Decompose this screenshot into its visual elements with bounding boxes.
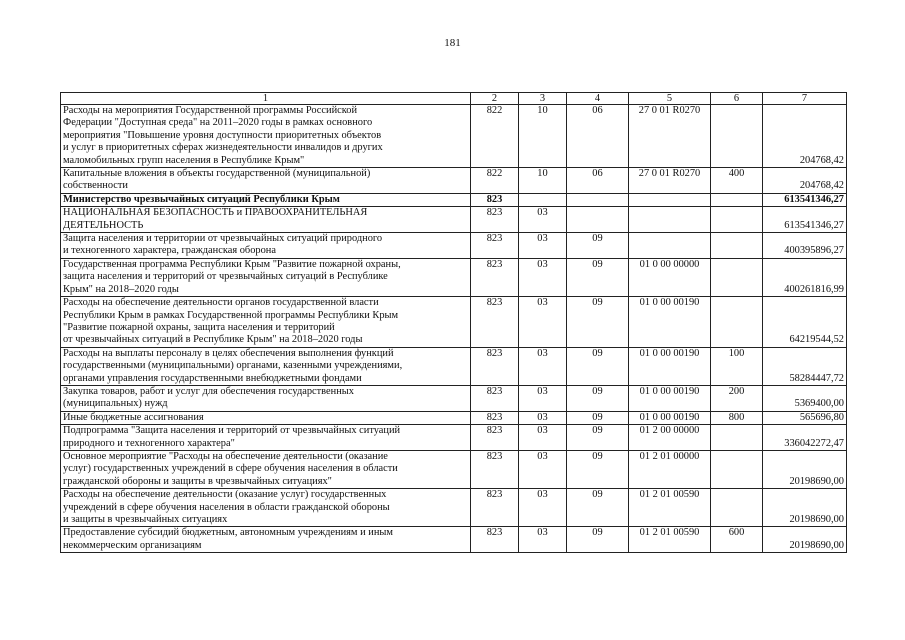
column-header: 2 <box>471 93 519 105</box>
subsection-code: 09 <box>567 347 629 385</box>
amount: 58284447,72 <box>763 347 847 385</box>
table-row <box>61 527 847 553</box>
target-article: 27 0 01 R0270 <box>629 105 711 168</box>
section-code: 03 <box>519 297 567 348</box>
amount: 400261816,99 <box>763 258 847 296</box>
amount: 20198690,00 <box>763 450 847 488</box>
ministry-code: 823 <box>471 385 519 411</box>
subsection-code: 09 <box>567 489 629 527</box>
section-code: 03 <box>519 450 567 488</box>
expense-type <box>711 193 763 206</box>
target-article: 27 0 01 R0270 <box>629 168 711 194</box>
target-article: 01 0 00 00190 <box>629 297 711 348</box>
column-header: 6 <box>711 93 763 105</box>
ministry-code: 823 <box>471 297 519 348</box>
target-article: 01 2 01 00590 <box>629 489 711 527</box>
row-name: Защита населения и территории от чрезвычайных ситуаций природного и техногенного характера, гражданская оборона <box>61 233 471 259</box>
amount: 204768,42 <box>763 168 847 194</box>
expense-type: 400 <box>711 168 763 194</box>
expense-type: 200 <box>711 385 763 411</box>
table-row <box>61 450 847 488</box>
row-name: Подпрограмма "Защита населения и территорий от чрезвычайных ситуаций природного и техногенного характера" <box>61 425 471 451</box>
table-row <box>61 233 847 259</box>
ministry-code: 823 <box>471 527 519 553</box>
section-code: 03 <box>519 258 567 296</box>
row-name: Государственная программа Республики Крым "Развитие пожарной охраны, защита населения и территорий от чрезвычайных ситуаций в Республике Крым" на 2018–2020 годы <box>61 258 471 296</box>
section-code: 03 <box>519 207 567 233</box>
section-code: 10 <box>519 168 567 194</box>
target-article: 01 0 00 00000 <box>629 258 711 296</box>
row-name: Иные бюджетные ассигнования <box>61 411 471 424</box>
subsection-code: 09 <box>567 385 629 411</box>
expense-type: 600 <box>711 527 763 553</box>
table-row <box>61 193 847 206</box>
table-row <box>61 489 847 527</box>
expense-type <box>711 425 763 451</box>
section-code: 03 <box>519 233 567 259</box>
row-name: Закупка товаров, работ и услуг для обеспечения государственных (муниципальных) нужд <box>61 385 471 411</box>
subsection-code: 09 <box>567 297 629 348</box>
row-name: Расходы на обеспечение деятельности органов государственной власти Республики Крым в рамках Государственной программы Республики Крым "Развитие пожарной охраны, защита населения и территорий от чрезвычайных ситуаций в Республике Крым" на 2018–2020 годы <box>61 297 471 348</box>
expense-type <box>711 489 763 527</box>
budget-table <box>60 92 847 553</box>
row-name: Министерство чрезвычайных ситуаций Республики Крым <box>61 193 471 206</box>
table-row <box>61 411 847 424</box>
column-header: 7 <box>763 93 847 105</box>
row-name: Предоставление субсидий бюджетным, автономным учреждениям и иным некоммерческим организациям <box>61 527 471 553</box>
target-article: 01 2 01 00000 <box>629 450 711 488</box>
section-code: 03 <box>519 489 567 527</box>
amount: 613541346,27 <box>763 193 847 206</box>
page-number: 181 <box>444 37 461 49</box>
ministry-code: 823 <box>471 425 519 451</box>
ministry-code: 823 <box>471 450 519 488</box>
target-article: 01 0 00 00190 <box>629 385 711 411</box>
amount: 204768,42 <box>763 105 847 168</box>
target-article: 01 0 00 00190 <box>629 347 711 385</box>
expense-type <box>711 450 763 488</box>
ministry-code: 822 <box>471 168 519 194</box>
row-name: Расходы на выплаты персоналу в целях обеспечения выполнения функций государственными (муниципальными) органами, казенными учреждениями, органами управления государственными внебюджетными фондами <box>61 347 471 385</box>
row-name: Основное мероприятие "Расходы на обеспечение деятельности (оказание услуг) государственных учреждений в сфере обучения населения в области гражданской обороны и защиты в чрезвычайных ситуациях" <box>61 450 471 488</box>
target-article: 01 2 01 00590 <box>629 527 711 553</box>
row-name: НАЦИОНАЛЬНАЯ БЕЗОПАСНОСТЬ и ПРАВООХРАНИТЕЛЬНАЯ ДЕЯТЕЛЬНОСТЬ <box>61 207 471 233</box>
subsection-code: 09 <box>567 258 629 296</box>
ministry-code: 823 <box>471 258 519 296</box>
ministry-code: 823 <box>471 411 519 424</box>
table-row <box>61 347 847 385</box>
ministry-code: 823 <box>471 233 519 259</box>
target-article <box>629 207 711 233</box>
expense-type <box>711 258 763 296</box>
expense-type: 800 <box>711 411 763 424</box>
table-row <box>61 168 847 194</box>
table-row <box>61 207 847 233</box>
column-header: 1 <box>61 93 471 105</box>
table-row <box>61 297 847 348</box>
expense-type <box>711 233 763 259</box>
subsection-code: 09 <box>567 425 629 451</box>
subsection-code <box>567 193 629 206</box>
amount: 20198690,00 <box>763 527 847 553</box>
column-header: 4 <box>567 93 629 105</box>
expense-type <box>711 105 763 168</box>
row-name: Расходы на мероприятия Государственной программы Российской Федерации "Доступная среда" на 2011–2020 годы в рамках основного мероприятия "Повышение уровня доступности приоритетных объектов и услуг в приоритетных сферах жизнедеятельности инвалидов и других маломобильных групп населения в Республике Крым" <box>61 105 471 168</box>
section-code: 10 <box>519 105 567 168</box>
section-code <box>519 193 567 206</box>
table-row <box>61 385 847 411</box>
subsection-code: 09 <box>567 527 629 553</box>
column-header-row <box>61 93 847 105</box>
amount: 400395896,27 <box>763 233 847 259</box>
column-header: 3 <box>519 93 567 105</box>
ministry-code: 823 <box>471 489 519 527</box>
subsection-code <box>567 207 629 233</box>
amount: 5369400,00 <box>763 385 847 411</box>
expense-type <box>711 207 763 233</box>
target-article: 01 2 00 00000 <box>629 425 711 451</box>
ministry-code: 823 <box>471 193 519 206</box>
row-name: Расходы на обеспечение деятельности (оказание услуг) государственных учреждений в сфере обучения населения в области гражданской обороны и защиты в чрезвычайных ситуациях <box>61 489 471 527</box>
target-article <box>629 193 711 206</box>
amount: 64219544,52 <box>763 297 847 348</box>
section-code: 03 <box>519 385 567 411</box>
amount: 613541346,27 <box>763 207 847 233</box>
budget-table-body <box>61 93 847 553</box>
subsection-code: 09 <box>567 411 629 424</box>
expense-type: 100 <box>711 347 763 385</box>
row-name: Капитальные вложения в объекты государственной (муниципальной) собственности <box>61 168 471 194</box>
subsection-code: 09 <box>567 450 629 488</box>
table-row <box>61 425 847 451</box>
subsection-code: 06 <box>567 168 629 194</box>
amount: 565696,80 <box>763 411 847 424</box>
ministry-code: 823 <box>471 347 519 385</box>
section-code: 03 <box>519 411 567 424</box>
amount: 20198690,00 <box>763 489 847 527</box>
section-code: 03 <box>519 347 567 385</box>
target-article <box>629 233 711 259</box>
subsection-code: 09 <box>567 233 629 259</box>
table-row <box>61 258 847 296</box>
expense-type <box>711 297 763 348</box>
ministry-code: 823 <box>471 207 519 233</box>
column-header: 5 <box>629 93 711 105</box>
amount: 336042272,47 <box>763 425 847 451</box>
subsection-code: 06 <box>567 105 629 168</box>
section-code: 03 <box>519 425 567 451</box>
target-article: 01 0 00 00190 <box>629 411 711 424</box>
table-row <box>61 105 847 168</box>
ministry-code: 822 <box>471 105 519 168</box>
section-code: 03 <box>519 527 567 553</box>
